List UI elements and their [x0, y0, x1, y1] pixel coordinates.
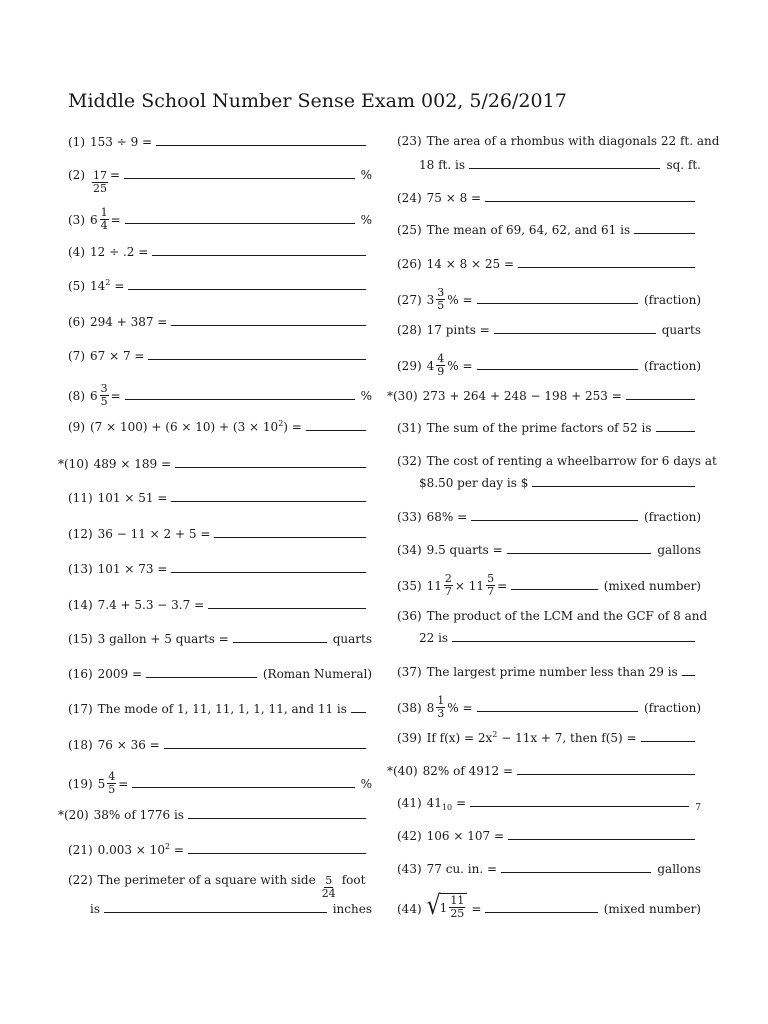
answer-blank-1[interactable] — [156, 144, 366, 146]
answer-blank-26[interactable] — [518, 266, 695, 268]
question-32-continued: $8.50 per day is $ — [397, 476, 701, 490]
question-22-continued: is inches — [90, 902, 372, 916]
question-44: (44) √ 1 $\frac{11}{25}$ = (mixed number) — [397, 890, 701, 921]
mixed-number: × 11 $\frac{5}{7}$ — [454, 572, 495, 598]
mixed-number: 6 $\frac{3}{5}$ — [90, 382, 108, 408]
answer-blank-35[interactable] — [511, 588, 598, 590]
answer-blank-25[interactable] — [634, 232, 695, 234]
answer-blank-38[interactable] — [477, 710, 638, 712]
answer-blank-12[interactable] — [214, 536, 366, 538]
mixed-number: 3 $\frac{3}{5}$ — [426, 286, 445, 312]
mixed-number: 6 $\frac{1}{4}$ — [90, 206, 108, 232]
question-15: (15) 3 gallon + 5 quarts = quarts — [68, 632, 372, 646]
answer-blank-18[interactable] — [164, 747, 366, 749]
answer-blank-39[interactable] — [641, 740, 695, 742]
answer-blank-7[interactable] — [148, 358, 366, 360]
question-24: (24) 75 × 8 = — [397, 191, 701, 205]
question-41: (41) $41_{10}$ = 7 — [397, 796, 701, 813]
answer-blank-4[interactable] — [152, 254, 366, 256]
answer-blank-2[interactable] — [124, 177, 355, 179]
answer-blank-37[interactable] — [682, 674, 695, 676]
answer-blank-14[interactable] — [208, 607, 366, 609]
question-2: (2) $\frac{17}{25}$ = % — [68, 168, 372, 195]
question-6: (6) 294 + 387 = — [68, 315, 372, 329]
answer-blank-20[interactable] — [188, 817, 366, 819]
answer-blank-44[interactable] — [485, 911, 597, 913]
answer-blank-40[interactable] — [517, 773, 695, 775]
question-8: (8) 6 $\frac{3}{5}$ = % — [68, 382, 372, 408]
question-14: (14) 7.4 + 5.3 − 3.7 = — [68, 598, 372, 612]
answer-blank-16[interactable] — [146, 676, 257, 678]
answer-blank-29[interactable] — [477, 368, 638, 370]
mixed-number: 5 $\frac{4}{5}$ — [97, 770, 116, 796]
answer-blank-8[interactable] — [125, 398, 355, 400]
answer-blank-5[interactable] — [128, 288, 366, 290]
answer-blank-10[interactable] — [175, 466, 366, 468]
answer-blank-42[interactable] — [508, 838, 695, 840]
answer-blank-3[interactable] — [125, 222, 355, 224]
question-23-continued: 18 ft. is sq. ft. — [419, 158, 701, 172]
question-3: (3) 6 $\frac{1}{4}$ = % — [68, 206, 372, 232]
question-20: * (20) 38% of 1776 is — [68, 808, 372, 822]
question-19: (19) 5 $\frac{4}{5}$ = % — [68, 770, 372, 796]
answer-blank-28[interactable] — [494, 332, 656, 334]
exam-title: Middle School Number Sense Exam 002, 5/26/2017 — [68, 90, 567, 112]
answer-blank-6[interactable] — [171, 324, 366, 326]
answer-blank-15[interactable] — [233, 641, 327, 643]
mixed-number: 4 $\frac{4}{9}$ — [426, 352, 445, 378]
answer-blank-19[interactable] — [132, 786, 354, 788]
question-25: (25) The mean of 69, 64, 62, and 61 is — [397, 223, 701, 237]
question-21: (21) $0.003 \times 10^2$ = — [68, 843, 372, 857]
question-23: (23) The area of a rhombus with diagonals 22 ft. and — [397, 134, 720, 148]
answer-blank-21[interactable] — [188, 852, 366, 854]
question-31: (31) The sum of the prime factors of 52 is — [397, 421, 701, 435]
answer-blank-13[interactable] — [171, 571, 366, 573]
question-37: (37) The largest prime number less than 29 is — [397, 665, 701, 679]
square-root: √ 1 $\frac{11}{25}$ — [427, 893, 468, 920]
answer-blank-36[interactable] — [452, 640, 695, 642]
answer-blank-24[interactable] — [485, 200, 695, 202]
question-33: (33) 68% = (fraction) — [397, 510, 701, 524]
answer-blank-27[interactable] — [477, 302, 638, 304]
question-39: (39) If $f(x) = 2x^2 - 11x + 7$, then f(5) = — [397, 731, 701, 745]
question-4: (4) 12 ÷ .2 = — [68, 245, 372, 259]
answer-blank-33[interactable] — [471, 519, 638, 521]
answer-blank-31[interactable] — [656, 430, 696, 432]
question-7: (7) 67 × 7 = — [68, 349, 372, 363]
answer-blank-43[interactable] — [501, 871, 651, 873]
answer-blank-11[interactable] — [171, 500, 366, 502]
question-13: (13) 101 × 73 = — [68, 562, 372, 576]
question-17: (17) The mode of 1, 11, 11, 1, 1, 11, and 11 is — [68, 702, 372, 716]
question-16: (16) 2009 = (Roman Numeral) — [68, 667, 372, 681]
question-27: (27) 3 $\frac{3}{5}$ % = (fraction) — [397, 286, 701, 312]
answer-blank-22[interactable] — [104, 911, 327, 913]
answer-blank-17[interactable] — [351, 711, 366, 713]
question-38: (38) 8 $\frac{1}{3}$ % = (fraction) — [397, 694, 701, 720]
question-34: (34) 9.5 quarts = gallons — [397, 543, 701, 557]
question-36-continued: 22 is — [397, 631, 701, 645]
answer-blank-34[interactable] — [507, 552, 652, 554]
mixed-number: 11 $\frac{2}{7}$ — [426, 572, 452, 598]
answer-blank-23[interactable] — [469, 167, 660, 169]
question-9: (9) $(7 \times 100) + (6 \times 10) + (3 \times 10^2)$ = — [68, 420, 372, 434]
question-26: (26) 14 × 8 × 25 = — [397, 257, 701, 271]
mixed-number: 8 $\frac{1}{3}$ — [426, 694, 445, 720]
answer-blank-41[interactable] — [470, 805, 689, 807]
question-12: (12) 36 − 11 × 2 + 5 = — [68, 527, 372, 541]
question-29: (29) 4 $\frac{4}{9}$ % = (fraction) — [397, 352, 701, 378]
radical-sign-icon: √ — [426, 890, 441, 921]
question-32: (32) The cost of renting a wheelbarrow for 6 days at — [397, 454, 717, 468]
question-28: (28) 17 pints = quarts — [397, 323, 701, 337]
question-22: (22) The perimeter of a square with side $\frac{5}{24}$ foot — [68, 873, 366, 900]
question-40: * (40) 82% of 4912 = — [397, 764, 701, 778]
question-5: (5) $14^2$ = — [68, 279, 372, 293]
fraction: $\frac{5}{24}$ — [321, 874, 336, 900]
question-42: (42) 106 × 107 = — [397, 829, 701, 843]
question-11: (11) 101 × 51 = — [68, 491, 372, 505]
question-18: (18) 76 × 36 = — [68, 738, 372, 752]
question-1: (1) 153 ÷ 9 = — [68, 135, 372, 149]
question-43: (43) 77 cu. in. = gallons — [397, 862, 701, 876]
answer-blank-9[interactable] — [306, 429, 366, 431]
question-36: (36) The product of the LCM and the GCF of 8 and — [397, 609, 708, 623]
question-10: * (10) 489 × 189 = — [68, 457, 372, 471]
fraction: $\frac{17}{25}$ — [93, 169, 107, 195]
question-35: (35) 11 $\frac{2}{7}$ × 11 $\frac{5}{7}$ = (mixed number) — [397, 572, 701, 598]
answer-blank-30[interactable] — [626, 398, 695, 400]
question-30: * (30) 273 + 264 + 248 − 198 + 253 = — [397, 389, 701, 403]
answer-blank-32[interactable] — [532, 485, 695, 487]
